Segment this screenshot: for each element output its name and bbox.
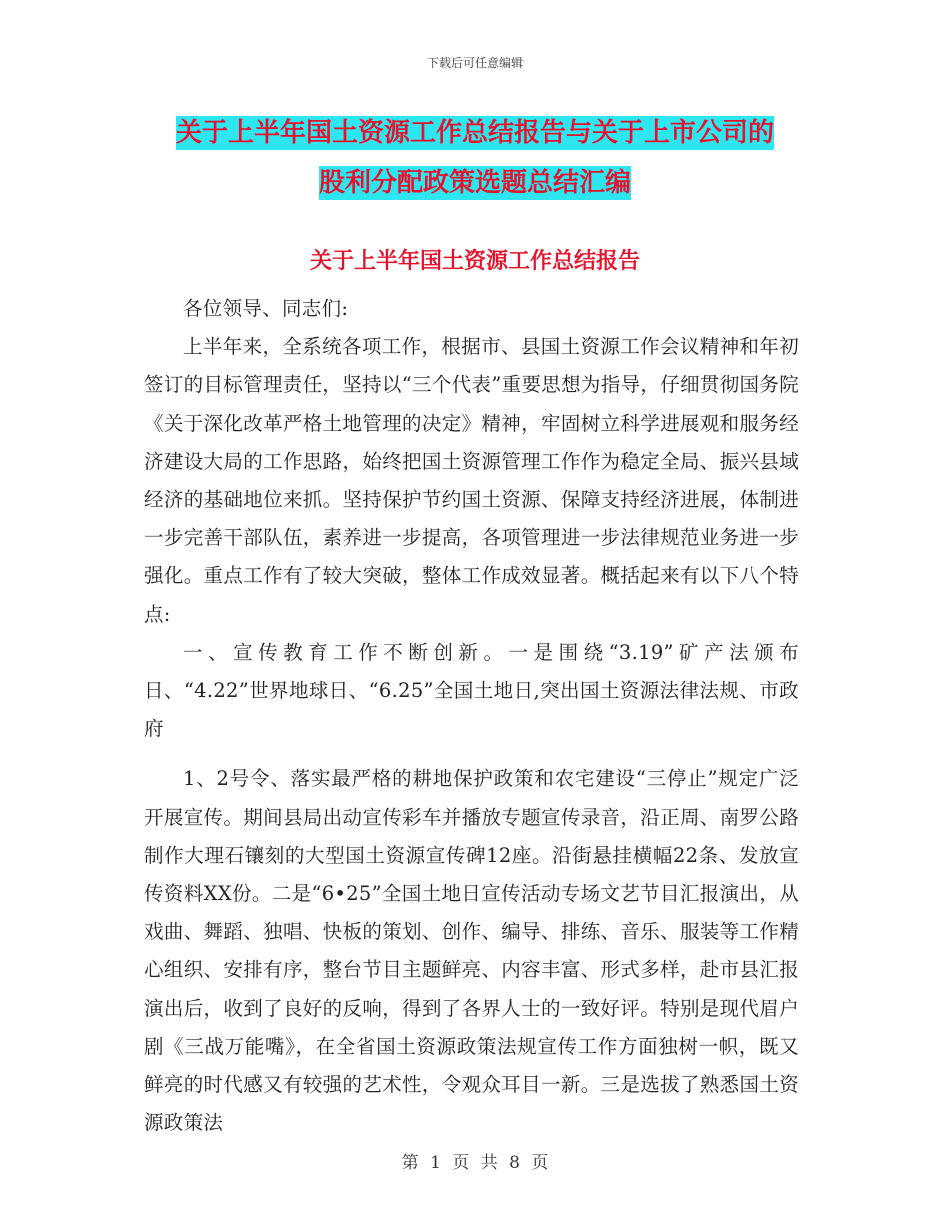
document-title-line-2: 股利分配政策选题总结汇编 [318, 168, 631, 198]
document-title [0, 108, 950, 208]
page-header-note: 下载后可任意编辑 [426, 56, 523, 70]
paragraph-section-one: 一、宣传教育工作不断创新。一是围绕“3.19”矿产法颁布日、“4.22”世界地球日、“6.25”全国土地日,突出国土资源法律法规、市政府 [144, 640, 799, 741]
paragraph-salutation: 各位领导、同志们: [183, 297, 349, 320]
document-body [144, 290, 799, 1142]
section-title: 关于上半年国土资源工作总结报告 [309, 248, 640, 274]
paragraph-section-one-continued: 1、2号令、落实最严格的耕地保护政策和农宅建设“三停止”规定广泛开展宣传。期间县局出动宣传彩车并播放专题宣传录音，沿正周、南罗公路制作大理石镶刻的大型国土资源宣传碑12座。沿街悬挂横幅22条、发放宣传资料XX份。二是“6•25”全国土地日宣传活动专场文艺节目汇报演出，从戏曲、舞蹈、独唱、快板的策划、创作、编导、排练、音乐、服装等工作精心组织、安排有序，整台节目主题鲜亮、内容丰富、形式多样，赴市县汇报演出后，收到了良好的反响，得到了各界人士的一致好评。特别是现代眉户剧《三战万能嘴》，在全省国土资源政策法规宣传工作方面独树一帜，既又鲜亮的时代感又有较强的艺术性，令观众耳目一新。三是选拔了熟悉国土资源政策法 [144, 767, 799, 1135]
paragraph-overview: 上半年来，全系统各项工作，根据市、县国土资源工作会议精神和年初签订的目标管理责任，坚持以“三个代表”重要思想为指导，仔细贯彻国务院《关于深化改革严格土地管理的决定》精神，牢固树立科学进展观和服务经济建设大局的工作思路，始终把国土资源管理工作作为稳定全局、振兴县域经济的基础地位来抓。坚持保护节约国土资源、保障支持经济进展，体制进一步完善干部队伍，素养进一步提高，各项管理进一步法律规范业务进一步强化。重点工作有了较大突破，整体工作成效显著。概括起来有以下八个特点: [144, 335, 799, 626]
page-number: 第 1 页 共 8 页 [401, 1153, 549, 1173]
document-title-line-1: 关于上半年国土资源工作总结报告与关于上市公司的 [175, 118, 774, 148]
